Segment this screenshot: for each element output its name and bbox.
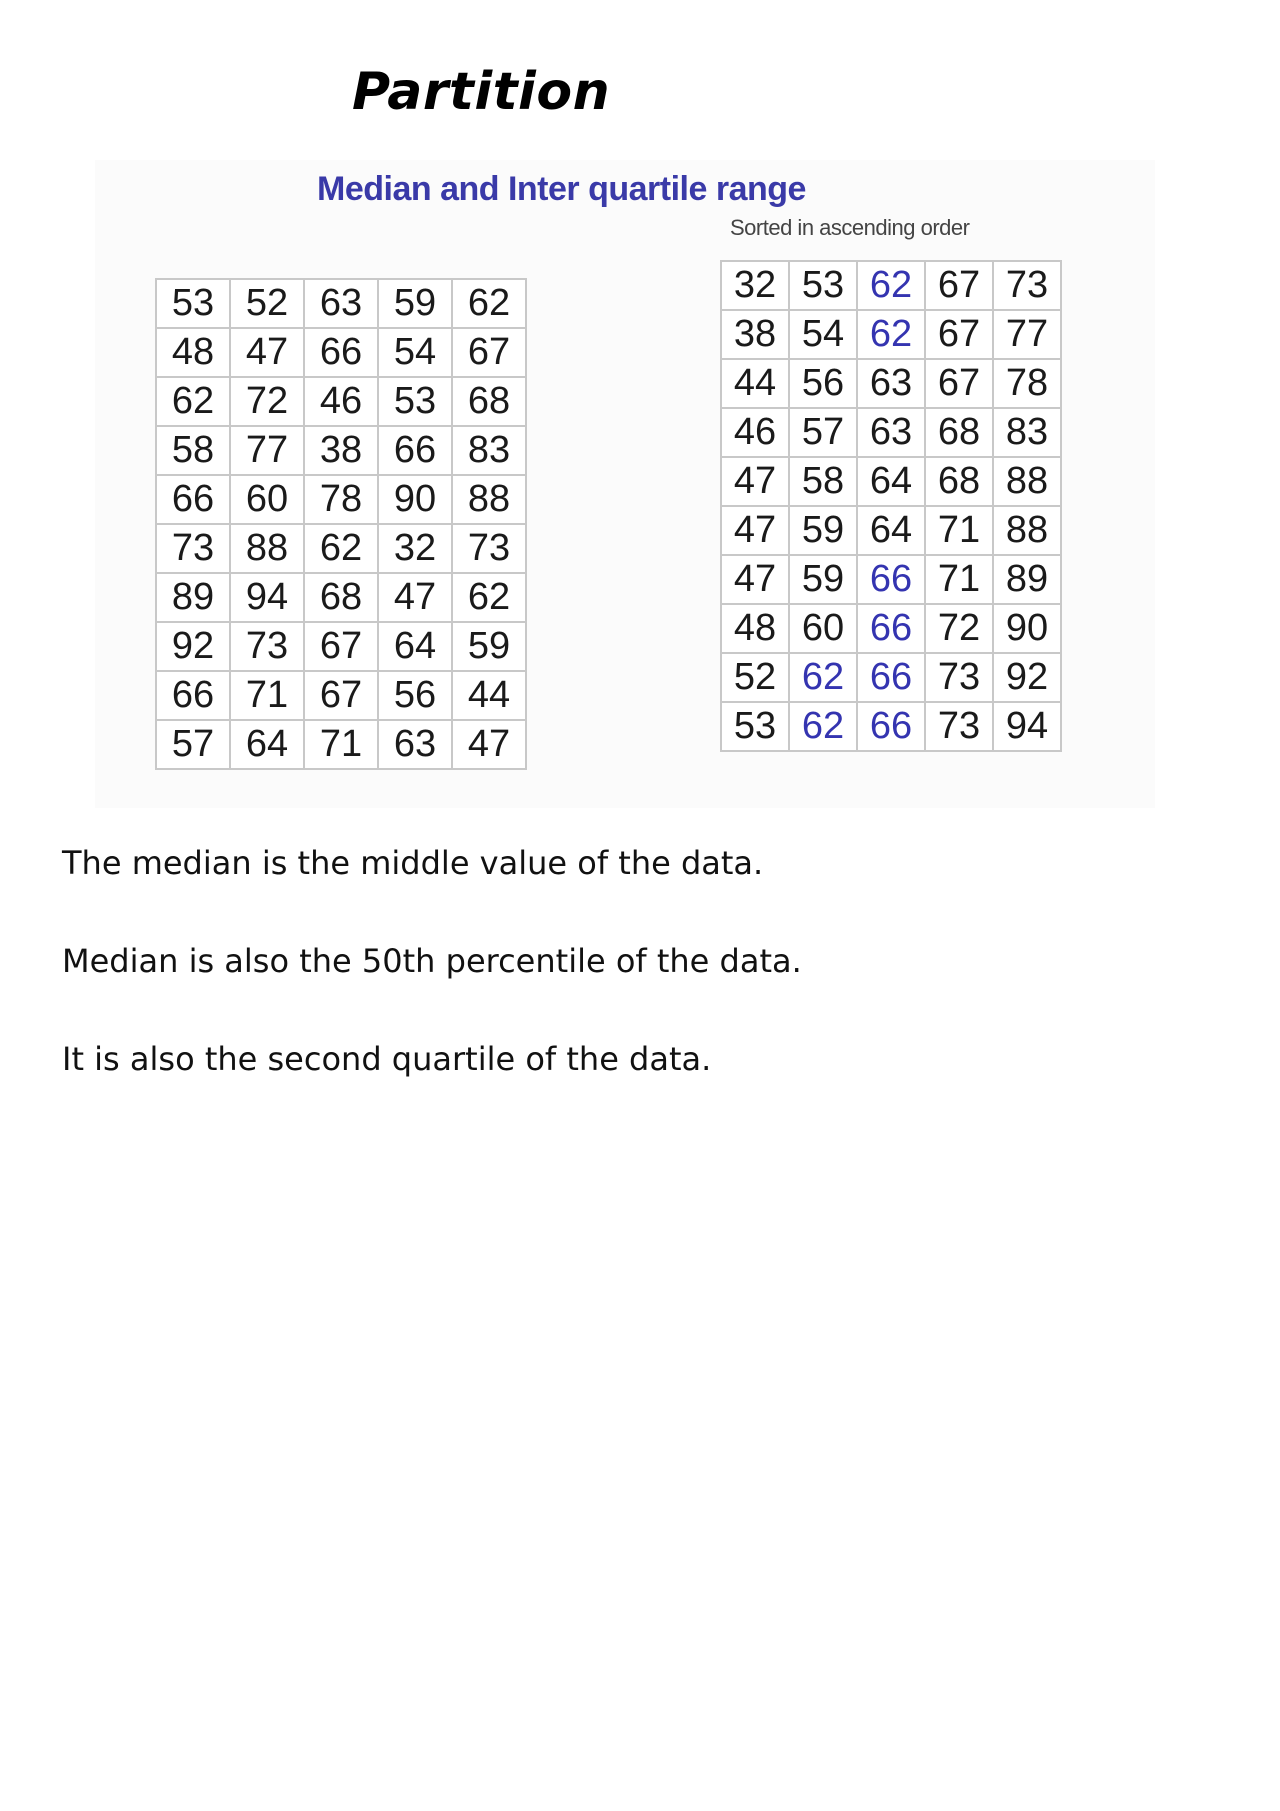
table-cell: 78 xyxy=(304,475,378,524)
table-cell: 73 xyxy=(925,653,993,702)
table-cell: 77 xyxy=(230,426,304,475)
table-cell: 59 xyxy=(452,622,526,671)
table-cell: 63 xyxy=(378,720,452,769)
notes xyxy=(62,840,1212,1134)
table-cell: 62 xyxy=(789,653,857,702)
table-cell: 46 xyxy=(304,377,378,426)
table-cell: 77 xyxy=(993,310,1061,359)
table-cell: 71 xyxy=(230,671,304,720)
table-cell: 64 xyxy=(230,720,304,769)
raw-table-row xyxy=(156,377,526,426)
table-cell: 68 xyxy=(925,408,993,457)
table-cell: 73 xyxy=(156,524,230,573)
sorted-table-row xyxy=(721,506,1061,555)
table-cell: 62 xyxy=(452,573,526,622)
raw-table-row xyxy=(156,524,526,573)
table-cell: 57 xyxy=(156,720,230,769)
table-cell: 83 xyxy=(452,426,526,475)
table-cell: 53 xyxy=(721,702,789,751)
sorted-table-row xyxy=(721,261,1061,310)
table-cell: 66 xyxy=(156,475,230,524)
table-cell: 71 xyxy=(304,720,378,769)
table-cell: 78 xyxy=(993,359,1061,408)
table-cell: 83 xyxy=(993,408,1061,457)
raw-table-row xyxy=(156,622,526,671)
note-50th-percentile: Median is also the 50th percentile of the data. xyxy=(62,942,802,980)
table-cell: 92 xyxy=(993,653,1061,702)
sorted-table-row xyxy=(721,359,1061,408)
table-cell: 68 xyxy=(304,573,378,622)
table-cell: 62 xyxy=(304,524,378,573)
sorted-data-table xyxy=(720,260,1062,752)
sorted-table-row xyxy=(721,310,1061,359)
table-cell: 60 xyxy=(230,475,304,524)
sorted-table-row xyxy=(721,408,1061,457)
table-cell: 48 xyxy=(721,604,789,653)
table-cell: 64 xyxy=(857,506,925,555)
table-cell: 68 xyxy=(452,377,526,426)
table-cell: 56 xyxy=(789,359,857,408)
table-cell: 53 xyxy=(789,261,857,310)
table-cell: 94 xyxy=(230,573,304,622)
table-cell: 62 xyxy=(857,310,925,359)
table-cell: 44 xyxy=(721,359,789,408)
sorted-table-row xyxy=(721,702,1061,751)
table-cell: 66 xyxy=(857,555,925,604)
table-cell: 47 xyxy=(452,720,526,769)
raw-table-row xyxy=(156,279,526,328)
raw-table-row xyxy=(156,328,526,377)
table-cell: 59 xyxy=(789,506,857,555)
table-cell: 53 xyxy=(378,377,452,426)
table-cell: 60 xyxy=(789,604,857,653)
table-cell: 89 xyxy=(156,573,230,622)
table-cell: 44 xyxy=(452,671,526,720)
raw-data-table xyxy=(155,278,527,770)
table-cell: 88 xyxy=(993,457,1061,506)
table-cell: 73 xyxy=(230,622,304,671)
table-cell: 68 xyxy=(925,457,993,506)
table-cell: 64 xyxy=(857,457,925,506)
sorted-table-row xyxy=(721,457,1061,506)
table-cell: 48 xyxy=(156,328,230,377)
table-cell: 32 xyxy=(721,261,789,310)
table-cell: 59 xyxy=(378,279,452,328)
table-cell: 66 xyxy=(156,671,230,720)
table-cell: 47 xyxy=(230,328,304,377)
table-cell: 73 xyxy=(925,702,993,751)
table-cell: 67 xyxy=(304,622,378,671)
page-title: Partition xyxy=(352,62,611,122)
sorted-caption: Sorted in ascending order xyxy=(730,215,970,240)
raw-table-row xyxy=(156,573,526,622)
table-cell: 66 xyxy=(304,328,378,377)
sorted-table-row xyxy=(721,555,1061,604)
table-cell: 47 xyxy=(721,506,789,555)
table-cell: 66 xyxy=(378,426,452,475)
table-cell: 59 xyxy=(789,555,857,604)
table-cell: 92 xyxy=(156,622,230,671)
raw-table-row xyxy=(156,671,526,720)
table-cell: 32 xyxy=(378,524,452,573)
note-second-quartile: It is also the second quartile of the data. xyxy=(62,1040,712,1078)
table-cell: 71 xyxy=(925,506,993,555)
table-cell: 71 xyxy=(925,555,993,604)
table-cell: 63 xyxy=(304,279,378,328)
table-cell: 67 xyxy=(925,359,993,408)
table-cell: 58 xyxy=(156,426,230,475)
table-cell: 94 xyxy=(993,702,1061,751)
table-cell: 67 xyxy=(925,310,993,359)
table-cell: 72 xyxy=(230,377,304,426)
raw-table-row xyxy=(156,720,526,769)
table-cell: 47 xyxy=(721,555,789,604)
table-cell: 63 xyxy=(857,408,925,457)
note-median-definition: The median is the middle value of the data. xyxy=(62,844,764,882)
table-cell: 66 xyxy=(857,653,925,702)
table-cell: 72 xyxy=(925,604,993,653)
table-cell: 47 xyxy=(378,573,452,622)
table-cell: 54 xyxy=(378,328,452,377)
table-cell: 52 xyxy=(230,279,304,328)
table-cell: 62 xyxy=(156,377,230,426)
table-cell: 53 xyxy=(156,279,230,328)
table-cell: 66 xyxy=(857,702,925,751)
table-cell: 90 xyxy=(993,604,1061,653)
table-cell: 38 xyxy=(721,310,789,359)
raw-table-row xyxy=(156,426,526,475)
table-cell: 46 xyxy=(721,408,789,457)
table-cell: 90 xyxy=(378,475,452,524)
table-cell: 64 xyxy=(378,622,452,671)
table-cell: 73 xyxy=(452,524,526,573)
sorted-table-row xyxy=(721,653,1061,702)
table-cell: 67 xyxy=(452,328,526,377)
table-cell: 73 xyxy=(993,261,1061,310)
median-iqr-figure xyxy=(95,160,1155,808)
table-cell: 89 xyxy=(993,555,1061,604)
figure-title: Median and Inter quartile range xyxy=(317,170,806,208)
table-cell: 52 xyxy=(721,653,789,702)
table-cell: 62 xyxy=(789,702,857,751)
sorted-table-row xyxy=(721,604,1061,653)
table-cell: 88 xyxy=(230,524,304,573)
table-cell: 62 xyxy=(452,279,526,328)
table-cell: 88 xyxy=(452,475,526,524)
table-cell: 63 xyxy=(857,359,925,408)
table-cell: 38 xyxy=(304,426,378,475)
table-cell: 56 xyxy=(378,671,452,720)
table-cell: 58 xyxy=(789,457,857,506)
table-cell: 67 xyxy=(304,671,378,720)
table-cell: 57 xyxy=(789,408,857,457)
table-cell: 47 xyxy=(721,457,789,506)
raw-table-row xyxy=(156,475,526,524)
table-cell: 62 xyxy=(857,261,925,310)
table-cell: 66 xyxy=(857,604,925,653)
table-cell: 67 xyxy=(925,261,993,310)
table-cell: 54 xyxy=(789,310,857,359)
table-cell: 88 xyxy=(993,506,1061,555)
